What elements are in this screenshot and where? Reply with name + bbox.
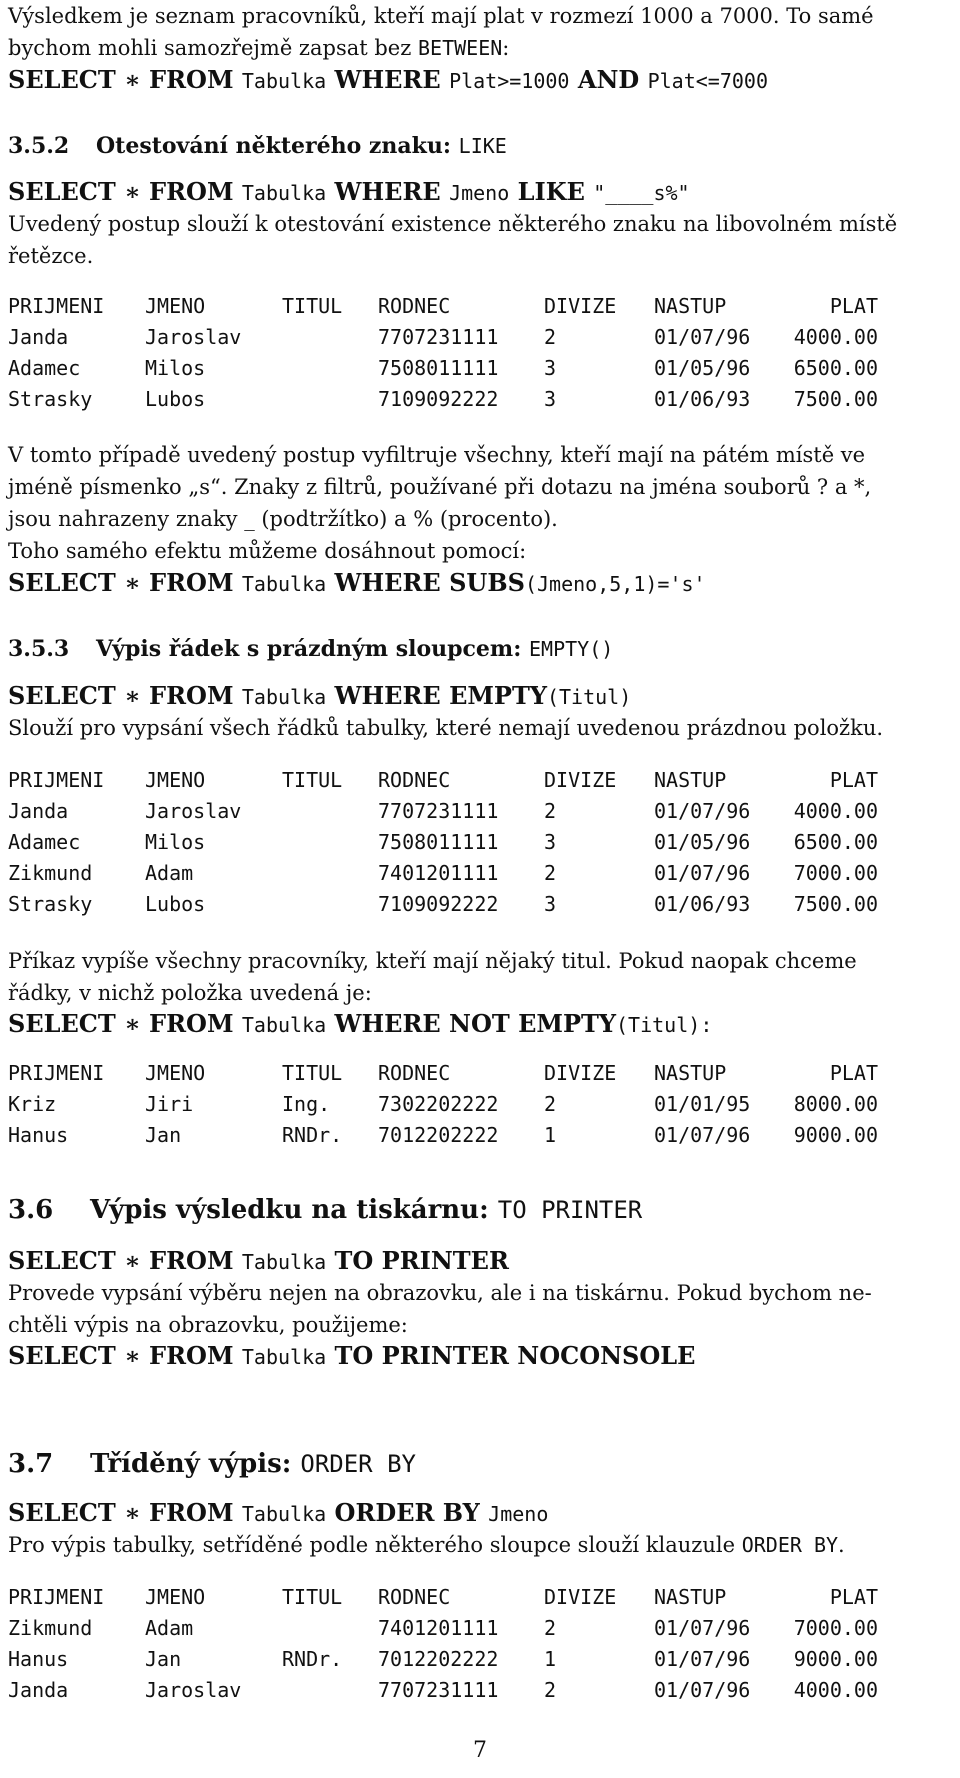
s36-sql-2 xyxy=(8,1340,952,1373)
table-cell: Hanus xyxy=(8,1647,69,1671)
table-cell: Strasky xyxy=(8,892,93,916)
s352-sql-2 xyxy=(8,567,952,600)
result-table xyxy=(8,765,878,920)
table-cell: 1 xyxy=(544,1647,557,1671)
section-title-code: LIKE xyxy=(458,134,507,158)
sql-arguments: (Jmeno,5,1)='s' xyxy=(524,572,706,596)
s36-para-2: chtěli výpis na obrazovku, použijeme: xyxy=(8,1313,408,1337)
sql-keyword: SELECT ∗ FROM xyxy=(8,65,234,94)
s37-para-end: . xyxy=(838,1533,845,1557)
table-header-row xyxy=(8,1058,878,1089)
table-cell xyxy=(282,858,378,889)
table-cell: 01/05/96 xyxy=(654,830,751,854)
table-cell: 01/07/96 xyxy=(654,325,751,349)
table-cell: Milos xyxy=(145,356,206,380)
sql-keyword: WHERE NOT xyxy=(334,1009,510,1038)
table-header-cell: NASTUP xyxy=(654,1061,727,1085)
table-row xyxy=(8,1120,878,1151)
table-cell: Janda xyxy=(8,799,69,823)
table-cell xyxy=(282,1675,378,1706)
table-header-cell: NASTUP xyxy=(654,768,727,792)
table-header-row xyxy=(8,1582,878,1613)
table-cell: 01/07/96 xyxy=(654,861,751,885)
table-cell: 6500.00 xyxy=(793,830,878,854)
section-title: Výpis řádek s prázdným sloupcem: xyxy=(96,636,529,662)
table-cell: 7401201111 xyxy=(378,861,499,885)
table-cell: 7508011111 xyxy=(378,356,499,380)
section-title-code: ORDER BY xyxy=(300,1450,416,1478)
table-header-cell: RODNEC xyxy=(378,294,451,318)
sql-table: Tabulka xyxy=(241,181,327,205)
section-heading-3-5-3 xyxy=(8,633,952,665)
table-cell: 01/07/96 xyxy=(654,1678,751,1702)
sql-pattern: "____s%" xyxy=(593,181,690,205)
table-cell: Janda xyxy=(8,325,69,349)
table-cell: Jiri xyxy=(145,1092,194,1116)
table-cell: Janda xyxy=(8,1678,69,1702)
sql-table: Tabulka xyxy=(241,685,327,709)
section-number: 3.7 xyxy=(8,1449,54,1479)
s353-sql-2 xyxy=(8,1008,952,1041)
result-table xyxy=(8,1582,878,1706)
s352-after-1: V tomto případě uvedený postup vyfiltruje všechny, kteří mají na pátém místě ve xyxy=(8,443,866,467)
table-row xyxy=(8,1644,878,1675)
table-cell: Jan xyxy=(145,1647,182,1671)
table-cell: 6500.00 xyxy=(793,356,878,380)
table-cell: 9000.00 xyxy=(793,1123,878,1147)
table-cell: 9000.00 xyxy=(793,1647,878,1671)
table-cell: RNDr. xyxy=(282,1123,343,1147)
section-title-code: TO PRINTER xyxy=(497,1196,643,1224)
table-cell: Lubos xyxy=(145,892,206,916)
sql-table: Tabulka xyxy=(241,1250,327,1274)
table-cell: 7401201111 xyxy=(378,1616,499,1640)
table-row xyxy=(8,827,878,858)
table-cell: 4000.00 xyxy=(793,1678,878,1702)
result-table xyxy=(8,291,878,415)
table-header-cell: PRIJMENI xyxy=(8,1061,105,1085)
section-title: Otestování některého znaku: xyxy=(96,133,459,159)
table-header-cell: PRIJMENI xyxy=(8,294,105,318)
table-header-cell: PRIJMENI xyxy=(8,768,105,792)
table-cell: 2 xyxy=(544,1616,557,1640)
table-cell: 7707231111 xyxy=(378,1678,499,1702)
result-table xyxy=(8,1058,878,1151)
table-cell: Adamec xyxy=(8,830,81,854)
table-cell: Jaroslav xyxy=(145,1678,242,1702)
table-header-cell: PLAT xyxy=(829,1585,878,1609)
intro-line-1: Výsledkem je seznam pracovníků, kteří mají plat v rozmezí 1000 a 7000. To samé xyxy=(8,4,874,28)
table-cell xyxy=(282,384,378,415)
s352-sql xyxy=(8,176,952,209)
sql-keyword: SELECT ∗ FROM xyxy=(8,1341,234,1370)
s353-after-2: řádky, v nichž položka uvedená je: xyxy=(8,981,372,1005)
table-header-cell: TITUL xyxy=(282,1061,343,1085)
table-cell: 8000.00 xyxy=(793,1092,878,1116)
sql-end: : xyxy=(700,1013,713,1037)
table-cell: Zikmund xyxy=(8,861,93,885)
table-header-cell: DIVIZE xyxy=(544,768,617,792)
table-row xyxy=(8,1089,878,1120)
table-cell: 7109092222 xyxy=(378,892,499,916)
table-row xyxy=(8,796,878,827)
table-cell: 01/05/96 xyxy=(654,356,751,380)
table-row xyxy=(8,1613,878,1644)
table-cell: 7000.00 xyxy=(793,1616,878,1640)
table-cell: Adamec xyxy=(8,356,81,380)
table-cell: 01/07/96 xyxy=(654,1123,751,1147)
table-cell: 4000.00 xyxy=(793,799,878,823)
table-cell xyxy=(282,796,378,827)
table-row xyxy=(8,322,878,353)
sql-keyword: SELECT ∗ FROM xyxy=(8,681,234,710)
table-row xyxy=(8,353,878,384)
table-header-cell: PLAT xyxy=(829,1061,878,1085)
table-header-row xyxy=(8,765,878,796)
table-cell: 01/07/96 xyxy=(654,799,751,823)
sql-keyword: AND xyxy=(577,65,640,94)
table-cell: Jaroslav xyxy=(145,325,242,349)
table-header-cell: DIVIZE xyxy=(544,1585,617,1609)
sql-condition: Plat>=1000 xyxy=(449,69,570,93)
sql-field: Jmeno xyxy=(488,1502,549,1526)
sql-arguments: (Titul) xyxy=(546,685,632,709)
table-cell: 01/07/96 xyxy=(654,1647,751,1671)
table-row xyxy=(8,1675,878,1706)
sql-table: Tabulka xyxy=(241,572,327,596)
table-header-cell: DIVIZE xyxy=(544,1061,617,1085)
sql-keyword: ORDER BY xyxy=(334,1498,480,1527)
s353-para-1: Slouží pro vypsání všech řádků tabulky, které nemají uvedenou prázdnou položku. xyxy=(8,716,884,740)
sql-keyword: SELECT ∗ FROM xyxy=(8,177,234,206)
sql-condition: Plat<=7000 xyxy=(647,69,768,93)
s37-para-code: ORDER BY xyxy=(741,1533,839,1557)
table-row xyxy=(8,858,878,889)
s37-para-1 xyxy=(8,1529,952,1561)
table-row xyxy=(8,889,878,920)
table-header-cell: JMENO xyxy=(145,1585,206,1609)
table-cell: 7500.00 xyxy=(793,892,878,916)
table-cell: 3 xyxy=(544,892,557,916)
table-cell: 3 xyxy=(544,387,557,411)
s36-sql xyxy=(8,1245,952,1278)
table-header-cell: PRIJMENI xyxy=(8,1585,105,1609)
s352-para-1: Uvedený postup slouží k otestování existence některého znaku na libovolném místě xyxy=(8,212,898,236)
table-cell: Kriz xyxy=(8,1092,57,1116)
sql-keyword: WHERE xyxy=(334,568,441,597)
table-cell xyxy=(282,827,378,858)
sql-keyword: TO PRINTER NOCONSOLE xyxy=(334,1341,696,1370)
table-cell: 7707231111 xyxy=(378,325,499,349)
table-header-cell: NASTUP xyxy=(654,294,727,318)
s352-after-3: jsou nahrazeny znaky _ (podtržítko) a % (procento). xyxy=(8,507,558,531)
table-header-cell: NASTUP xyxy=(654,1585,727,1609)
section-title: Tříděný výpis: xyxy=(90,1449,301,1479)
table-cell: 01/01/95 xyxy=(654,1092,751,1116)
table-cell: Jaroslav xyxy=(145,799,242,823)
table-cell: RNDr. xyxy=(282,1647,343,1671)
sql-table: Tabulka xyxy=(241,1502,327,1526)
table-cell: 01/06/93 xyxy=(654,892,751,916)
intro-sql xyxy=(8,64,952,97)
table-cell: 7500.00 xyxy=(793,387,878,411)
table-cell xyxy=(282,353,378,384)
table-cell: 7109092222 xyxy=(378,387,499,411)
table-row xyxy=(8,384,878,415)
sql-keyword: SELECT ∗ FROM xyxy=(8,568,234,597)
table-cell: 1 xyxy=(544,1123,557,1147)
table-cell: 2 xyxy=(544,861,557,885)
section-title: Výpis výsledku na tiskárnu: xyxy=(90,1195,498,1225)
table-cell: Adam xyxy=(145,861,194,885)
table-cell: Jan xyxy=(145,1123,182,1147)
section-number: 3.6 xyxy=(8,1195,54,1225)
table-header-cell: PLAT xyxy=(829,294,878,318)
table-cell: 7508011111 xyxy=(378,830,499,854)
table-header-cell: JMENO xyxy=(145,768,206,792)
sql-field: Jmeno xyxy=(449,181,510,205)
intro-line-2-end: : xyxy=(502,36,510,60)
sql-keyword: LIKE xyxy=(517,177,585,206)
s353-sql xyxy=(8,680,952,713)
table-cell: 2 xyxy=(544,799,557,823)
table-header-cell: DIVIZE xyxy=(544,294,617,318)
table-header-cell: JMENO xyxy=(145,1061,206,1085)
page-number: 7 xyxy=(473,1738,487,1763)
table-header-row xyxy=(8,291,878,322)
table-cell: 2 xyxy=(544,1678,557,1702)
s36-para-1: Provede vypsání výběru nejen na obrazovku, ale i na tiskárnu. Pokud bychom ne- xyxy=(8,1281,872,1305)
table-cell: Milos xyxy=(145,830,206,854)
sql-keyword: SELECT ∗ FROM xyxy=(8,1498,234,1527)
intro-code-between: BETWEEN xyxy=(417,36,503,60)
table-cell: Ing. xyxy=(282,1092,331,1116)
s37-para-text: Pro výpis tabulky, setříděné podle některého sloupce slouží klauzule xyxy=(8,1533,742,1557)
table-cell: 01/07/96 xyxy=(654,1616,751,1640)
table-cell: Hanus xyxy=(8,1123,69,1147)
s37-sql xyxy=(8,1497,952,1530)
table-header-cell: RODNEC xyxy=(378,768,451,792)
sql-keyword: WHERE xyxy=(334,177,441,206)
table-cell: 01/06/93 xyxy=(654,387,751,411)
table-cell: 7000.00 xyxy=(793,861,878,885)
sql-function: EMPTY xyxy=(518,1009,617,1038)
intro-line-2-text: bychom mohli samozřejmě zapsat bez xyxy=(8,36,418,60)
table-cell: 2 xyxy=(544,1092,557,1116)
s352-para-2: řetězce. xyxy=(8,244,94,268)
sql-keyword: WHERE xyxy=(334,65,441,94)
table-header-cell: JMENO xyxy=(145,294,206,318)
sql-table: Tabulka xyxy=(241,1013,327,1037)
table-cell xyxy=(282,322,378,353)
table-header-cell: RODNEC xyxy=(378,1061,451,1085)
sql-function: SUBS xyxy=(449,568,525,597)
sql-table: Tabulka xyxy=(241,69,327,93)
table-cell: 2 xyxy=(544,325,557,349)
sql-function: EMPTY xyxy=(449,681,547,710)
s353-after-1: Příkaz vypíše všechny pracovníky, kteří mají nějaký titul. Pokud naopak chceme xyxy=(8,949,857,973)
s352-after-4: Toho samého efektu můžeme dosáhnout pomocí: xyxy=(8,539,527,563)
table-cell: 3 xyxy=(544,356,557,380)
table-cell: Lubos xyxy=(145,387,206,411)
table-cell xyxy=(282,1613,378,1644)
table-header-cell: TITUL xyxy=(282,768,343,792)
section-number: 3.5.3 xyxy=(8,636,70,662)
section-heading-3-7 xyxy=(8,1446,952,1482)
sql-keyword: TO PRINTER xyxy=(334,1246,509,1275)
section-title-code: EMPTY() xyxy=(529,637,614,661)
table-cell: 7302202222 xyxy=(378,1092,499,1116)
intro-line-2 xyxy=(8,32,952,64)
section-heading-3-6 xyxy=(8,1192,952,1228)
sql-keyword: SELECT ∗ FROM xyxy=(8,1246,234,1275)
table-cell: 7012202222 xyxy=(378,1123,499,1147)
table-cell: Zikmund xyxy=(8,1616,93,1640)
s352-after-2: jméně písmenko „s“. Znaky z filtrů, používané při dotazu na jména souborů ? a *, xyxy=(8,475,872,499)
table-cell: 7707231111 xyxy=(378,799,499,823)
table-cell: 3 xyxy=(544,830,557,854)
sql-table: Tabulka xyxy=(241,1345,327,1369)
sql-keyword: SELECT ∗ FROM xyxy=(8,1009,234,1038)
section-number: 3.5.2 xyxy=(8,133,70,159)
table-header-cell: RODNEC xyxy=(378,1585,451,1609)
section-heading-3-5-2 xyxy=(8,130,952,162)
sql-arguments: (Titul) xyxy=(616,1013,701,1037)
table-cell: Strasky xyxy=(8,387,93,411)
table-header-cell: TITUL xyxy=(282,1585,343,1609)
table-cell: 4000.00 xyxy=(793,325,878,349)
table-header-cell: TITUL xyxy=(282,294,343,318)
table-header-cell: PLAT xyxy=(829,768,878,792)
table-cell: 7012202222 xyxy=(378,1647,499,1671)
table-cell xyxy=(282,889,378,920)
table-cell: Adam xyxy=(145,1616,194,1640)
sql-keyword: WHERE xyxy=(334,681,441,710)
